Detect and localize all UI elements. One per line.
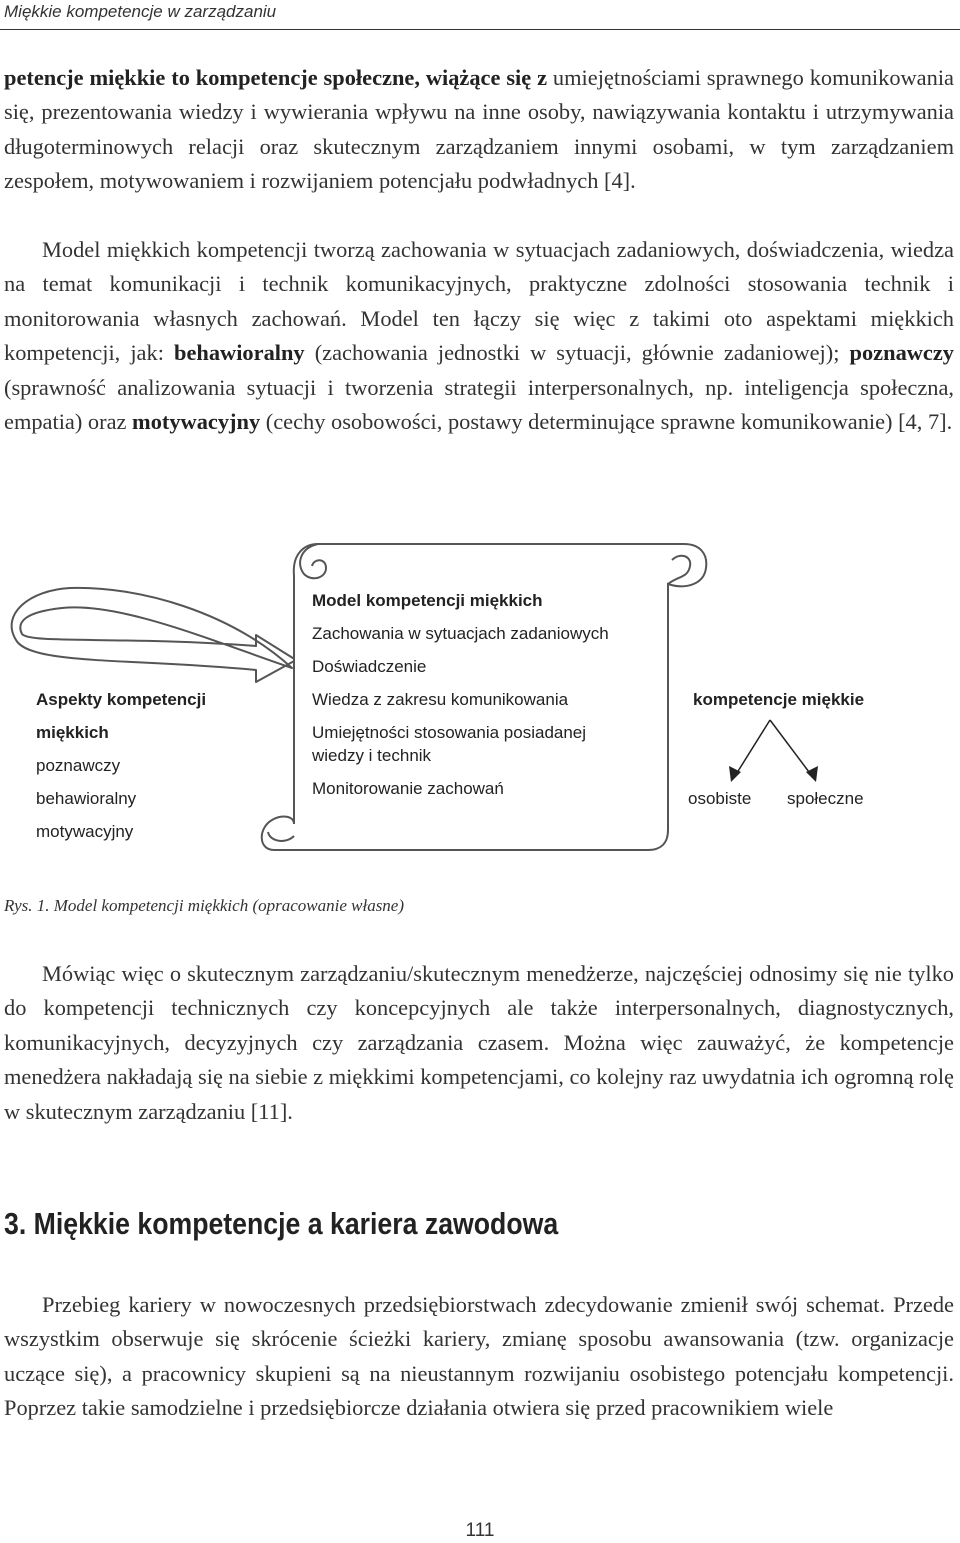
paragraph-1 bbox=[4, 61, 954, 199]
soft-skills-model-diagram bbox=[0, 540, 960, 860]
scroll-item: Monitorowanie zachowań bbox=[312, 779, 504, 798]
scroll-item: wiedzy i technik bbox=[312, 746, 432, 765]
soft-skills-title: kompetencje miękkie bbox=[693, 690, 865, 709]
paragraph-2-text-a: Model miękkich kompetencji tworzą zachowania w sytuacjach zadaniowych, doświadczenia, wiedza na temat komunikacji i technik komunikacyjnych, praktyczne zdolności stosowania technik i monitorowania własnych zachowań. Model ten łączy się więc z takimi oto aspektami miękkich kompetencji, jak: bbox=[4, 237, 954, 366]
branch-line-right bbox=[770, 720, 812, 776]
term-behawioralny: behawioralny bbox=[174, 340, 305, 366]
scroll-title: Model kompetencji miękkich bbox=[312, 591, 543, 610]
aspect-item: behawioralny bbox=[36, 789, 137, 808]
aspect-item: motywacyjny bbox=[36, 822, 134, 841]
aspect-item: poznawczy bbox=[36, 756, 121, 775]
header-rule bbox=[0, 29, 960, 30]
paragraph-1-bold-lead: petencje miękkie to kompetencje społeczne, wiążące się z bbox=[4, 65, 548, 90]
paragraph-1-text: umiejętnościami sprawnego komunikowania się, prezentowania wiedzy i wywierania wpływu na inne osoby, nawiązywania kontaktu i utrzymywania długoterminowych relacji oraz skutecznym zarządzaniem innymi osobami, w tym zarządzaniem zespołem, motywowaniem i rozwijaniem potencjału podwładnych [4]. bbox=[4, 65, 954, 194]
running-header: Miękkie kompetencje w zarządzaniu bbox=[4, 2, 277, 21]
aspects-title: Aspekty kompetencji bbox=[36, 690, 207, 709]
term-poznawczy: poznawczy bbox=[849, 340, 955, 366]
scroll-item: Zachowania w sytuacjach zadaniowych bbox=[312, 624, 609, 643]
paragraph-3: Mówiąc więc o skutecznym zarządzaniu/skutecznym menedżerze, najczęściej odnosimy się nie tylko do kompetencji technicznych czy koncepcyjnych ale także interpersonalnych, diagnostycznych, komunikacyjnych, decyzyjnych czy zarządzania czasem. Można więc zauważyć, że kompetencje menedżera nakładają się na siebie z miękkimi kompetencjami, co kolejny raz uwydatnia ich ogromną rolę w skutecznym zarządzaniu [11]. bbox=[4, 961, 954, 1124]
paragraph-2-text-c: (sprawność analizowania sytuacji i tworzenia strategii interpersonalnych, np. inteligencja społeczna, empatia) oraz bbox=[4, 374, 954, 435]
arrowhead-right bbox=[806, 766, 818, 782]
scroll-item: Doświadczenie bbox=[312, 657, 427, 676]
page-number: 111 bbox=[465, 1520, 495, 1541]
branch-label-social: społeczne bbox=[787, 789, 864, 808]
paragraph-2 bbox=[4, 233, 954, 439]
aspects-title: miękkich bbox=[36, 723, 109, 742]
figure-caption: Rys. 1. Model kompetencji miękkich (opracowanie własne) bbox=[4, 896, 405, 915]
paragraph-2-text-d: (cechy osobowości, postawy determinujące sprawne komunikowanie) [4, 7]. bbox=[260, 409, 953, 435]
branch-label-personal: osobiste bbox=[688, 789, 752, 808]
branch-line-left bbox=[735, 720, 770, 776]
curved-arrow bbox=[12, 588, 296, 682]
term-motywacyjny: motywacyjny bbox=[132, 409, 261, 435]
scroll-item: Umiejętności stosowania posiadanej bbox=[312, 723, 587, 742]
scroll-item: Wiedza z zakresu komunikowania bbox=[312, 690, 569, 709]
paragraph-2-text-b: (zachowania jednostki w sytuacji, głównie zadaniowej); bbox=[304, 340, 850, 366]
section-heading: 3. Miękkie kompetencje a kariera zawodowa bbox=[4, 1206, 559, 1241]
paragraph-4: Przebieg kariery w nowoczesnych przedsiębiorstwach zdecydowanie zmienił swój schemat. Przede wszystkim obserwuje się skrócenie ścieżki kariery, zmianę sposobu awansowania (tzw. organizacje uczące się), a pracownicy skupieni są na nieustannym rozwijaniu osobistego potencjału kompetencji. Poprzez takie samodzielne i przedsiębiorcze działania otwiera się przed pracownikiem wiele bbox=[4, 1292, 954, 1421]
